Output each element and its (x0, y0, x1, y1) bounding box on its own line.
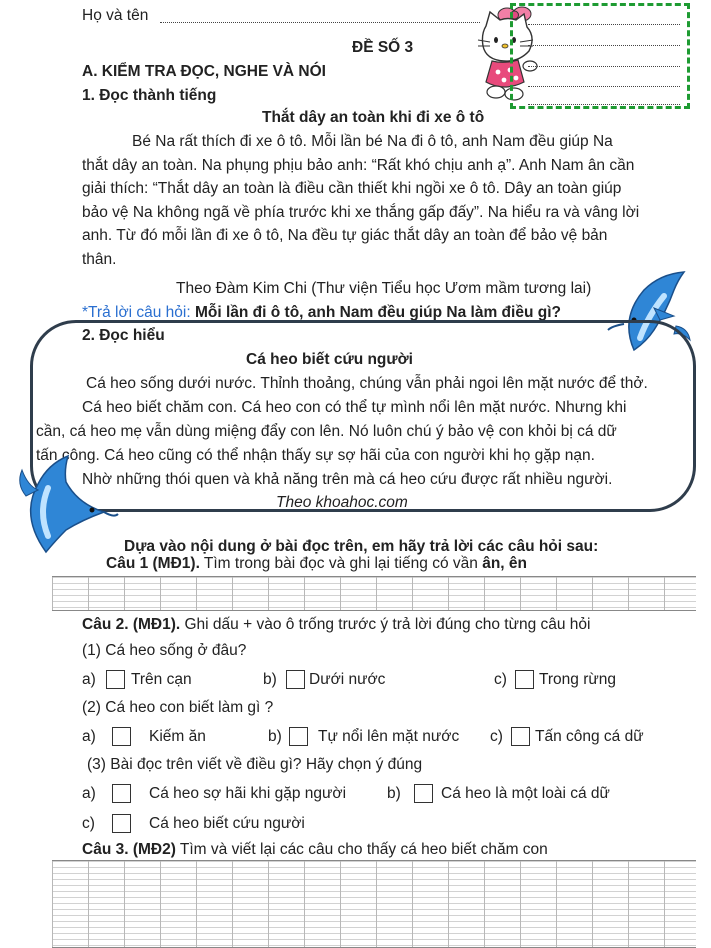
option-text: Trong rừng (539, 671, 617, 688)
story1-title: Thắt dây an toàn khi đi xe ô tô (262, 109, 485, 126)
q2-text (82, 615, 590, 635)
story1-line: thân. (82, 250, 117, 268)
name-input-line[interactable] (160, 22, 480, 23)
q2-2-question: (2) Cá heo con biết làm gì ? (82, 699, 274, 716)
story1-line: thắt dây an toàn. Na phụng phịu bảo anh: “Rất khó chịu anh ạ”. Anh Nam ân cần (82, 156, 635, 174)
part1-title: 1. Đọc thành tiếng (82, 87, 217, 104)
story2-title: Cá heo biết cứu người (246, 351, 413, 368)
q1-label: Câu 1 (MĐ1). (106, 555, 200, 572)
score-line[interactable] (528, 104, 680, 105)
story2-source: Theo khoahoc.com (276, 494, 408, 511)
option-text: Kiếm ăn (149, 728, 206, 745)
option-text: Cá heo biết cứu người (149, 815, 305, 832)
option-text: Tấn công cá dữ (535, 728, 644, 745)
questions-instruction: Dựa vào nội dung ở bài đọc trên, em hãy trả lời các câu hỏi sau: (124, 538, 599, 555)
option-letter: b) (268, 728, 282, 745)
story1-line: bảo vệ Na không ngã về phía trước khi xe thắng gấp đấy”. Na hiểu ra và vâng lời (82, 203, 640, 221)
score-line[interactable] (528, 66, 680, 67)
option-letter: b) (263, 671, 277, 688)
option-letter: a) (82, 671, 96, 688)
answer-checkbox[interactable] (112, 814, 131, 833)
q3-prompt: Tìm và viết lại các câu cho thấy cá heo biết chăm con (179, 841, 548, 858)
answer-prompt-label: *Trả lời câu hỏi: (82, 304, 191, 321)
option-letter: a) (82, 728, 96, 745)
story1-line: Bé Na rất thích đi xe ô tô. Mỗi lần bé Na đi ô tô, anh Nam đều giúp Na (132, 133, 613, 150)
part2-title: 2. Đọc hiểu (82, 327, 165, 344)
option-letter: a) (82, 785, 96, 802)
option-text: Cá heo sợ hãi khi gặp người (149, 785, 347, 802)
answer-checkbox[interactable] (289, 727, 308, 746)
exam-title: ĐỀ SỐ 3 (352, 39, 414, 56)
story2-line: Nhờ những thói quen và khả năng trên mà cá heo cứu được rất nhiều người. (82, 471, 613, 488)
story2-line: Cá heo biết chăm con. Cá heo con có thể tự mình nổi lên mặt nước. Nhưng khi (82, 399, 627, 416)
q3-label: Câu 3. (MĐ2) (82, 841, 176, 858)
option-letter: c) (82, 815, 95, 832)
q2-3-question: (3) Bài đọc trên viết về điều gì? Hãy chọn ý đúng (87, 756, 423, 773)
option-letter: c) (490, 728, 503, 745)
story1-line: giải thích: “Thắt dây an toàn là điều cần thiết khi ngồi xe ô tô. Dây an toàn giúp (82, 180, 622, 197)
option-text: Trên cạn (131, 671, 192, 688)
story2-line: cần, cá heo mẹ vẫn dùng miệng đẩy con lên. Nó luôn chú ý bảo vệ con khỏi bị cá dữ (36, 423, 617, 440)
option-text: Dưới nước (309, 671, 386, 688)
score-line[interactable] (528, 86, 680, 87)
story1-source: Theo Đàm Kim Chi (Thư viện Tiểu học Ươm mầm tương lai) (176, 280, 592, 297)
q1-rhymes: ân, ên (482, 555, 527, 572)
dolphin-icon (8, 444, 120, 562)
q2-1-question: (1) Cá heo sống ở đâu? (82, 642, 247, 659)
answer-checkbox[interactable] (112, 727, 131, 746)
score-line[interactable] (528, 45, 680, 46)
option-text: Tự nổi lên mặt nước (318, 728, 460, 745)
answer-checkbox[interactable] (106, 670, 125, 689)
q1-text (106, 554, 527, 574)
name-label: Họ và tên (82, 7, 149, 24)
q3-text (82, 840, 548, 860)
story1-line: anh. Từ đó mỗi lần đi xe ô tô, Na đều tự giác thắt dây an toàn để bảo vệ bản (82, 227, 608, 244)
answer-checkbox[interactable] (515, 670, 534, 689)
answer-prompt-question: Mỗi lần đi ô tô, anh Nam đều giúp Na làm điều gì? (194, 304, 561, 321)
q1-writing-grid[interactable] (52, 576, 696, 611)
story1-text (82, 130, 694, 271)
answer-checkbox[interactable] (511, 727, 530, 746)
q2-prompt: Ghi dấu + vào ô trống trước ý trả lời đúng cho từng câu hỏi (184, 616, 591, 633)
score-comment-box (510, 3, 690, 109)
q3-writing-grid[interactable] (52, 860, 696, 948)
answer-checkbox[interactable] (286, 670, 305, 689)
answer-checkbox[interactable] (112, 784, 131, 803)
section-a-title: A. KIỂM TRA ĐỌC, NGHE VÀ NÓI (82, 63, 326, 80)
story2-line: tấn công. Cá heo cũng có thể nhận thấy sự sợ hãi của con người khi họ gặp nạn. (36, 447, 595, 464)
option-text: Cá heo là một loài cá dữ (441, 785, 610, 802)
option-letter: b) (387, 785, 401, 802)
story2-text (36, 372, 692, 492)
q1-prompt: Tìm trong bài đọc và ghi lại tiếng có vần (203, 555, 478, 572)
answer-checkbox[interactable] (414, 784, 433, 803)
score-line[interactable] (528, 24, 680, 25)
option-letter: c) (494, 671, 507, 688)
story2-line: Cá heo sống dưới nước. Thỉnh thoảng, chúng vẫn phải ngoi lên mặt nước để thở. (86, 375, 648, 392)
q2-label: Câu 2. (MĐ1). (82, 616, 181, 633)
